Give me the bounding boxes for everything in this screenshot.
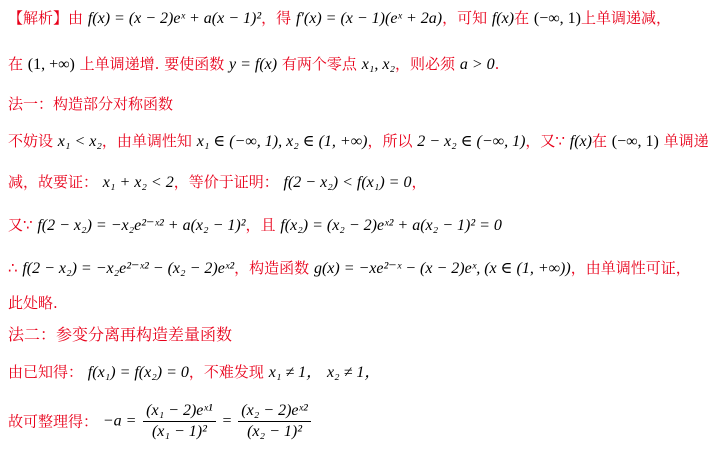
formula: f(2 − x₂) = −x₂e²⁻ˣ² − (x₂ − 2)eˣ² (22, 260, 235, 277)
text: ，构造函数 (234, 259, 310, 277)
text: ，由单调性知 (101, 132, 192, 150)
text: 上单调递增. 要使函数 (79, 55, 225, 73)
text: 又∵ (8, 216, 33, 234)
fraction-numerator: (x₁ − 2)eˣ¹ (143, 402, 216, 422)
formula: f(x) = (x − 2)eˣ + a(x − 1)² (87, 10, 262, 27)
text: ，得 (261, 9, 292, 27)
text: ，由单调性可证， (570, 259, 691, 277)
formula: −a = (102, 412, 137, 430)
text: ，则必须 (395, 55, 456, 73)
text: 在 (591, 132, 607, 150)
formula: (1, +∞) (27, 56, 75, 73)
formula: x₁ ≠ 1， (268, 364, 323, 381)
text: . (494, 55, 500, 73)
formula: x₁ ∈ (−∞, 1), x₂ ∈ (1, +∞) (196, 133, 368, 150)
text: 由 (68, 9, 84, 27)
formula: x₁ < x₂ (57, 133, 102, 150)
formula: x₂ ≠ 1， (326, 364, 381, 381)
formula: (−∞, 1) (533, 10, 581, 27)
fraction-numerator: (x₂ − 2)eˣ² (238, 402, 311, 422)
text: ， (411, 173, 427, 191)
formula: 2 − x₂ ∈ (−∞, 1) (417, 133, 526, 150)
analysis-label: 【解析】 (8, 9, 69, 27)
formula: f(x) (569, 133, 592, 150)
formula: f(x₁) = f(x₂) = 0 (87, 364, 189, 381)
method1-heading: 法一：构造部分对称函数 (8, 95, 174, 113)
method2-heading: 法二：参变分离再构造差量函数 (8, 325, 233, 344)
fraction-1 (143, 402, 216, 441)
fraction-denominator: (x₂ − 1)² (247, 423, 303, 440)
solution-line-7 (8, 258, 691, 279)
solution-line-10 (8, 362, 380, 383)
text: ，不难发现 (188, 363, 264, 381)
formula: x₁, x₂ (361, 56, 396, 73)
formula: f(2 − x₂) < f(x₁) = 0 (283, 174, 412, 191)
text: 在 (514, 9, 530, 27)
text: 不妨设 (8, 132, 54, 150)
solution-line-11 (8, 402, 313, 441)
text: ，等价于证明： (173, 173, 279, 191)
formula: f(x₂) = (x₂ − 2)eˣ² + a(x₂ − 1)² = 0 (280, 217, 502, 234)
text: ，又∵ (525, 132, 565, 150)
formula: f(x) (491, 10, 515, 27)
solution-line-8: 此处略. (8, 294, 58, 312)
formula: f(2 − x₂) = −x₂e²⁻ˣ² + a(x₂ − 1)² (37, 217, 246, 234)
formula: a > 0 (459, 56, 495, 73)
text: ，可知 (442, 9, 488, 27)
text: ，所以 (367, 132, 413, 150)
formula: y = f(x) (229, 56, 278, 73)
text: ，且 (245, 216, 276, 234)
text: 由已知得： (8, 363, 84, 381)
text: 减，故要证： (8, 173, 99, 191)
text: 故可整理得： (8, 412, 99, 431)
fraction-2 (238, 402, 311, 441)
solution-line-6 (8, 215, 502, 236)
fraction-denominator: (x₁ − 1)² (151, 423, 207, 440)
formula: (−∞, 1) (611, 133, 659, 150)
text: 在 (8, 55, 24, 73)
formula: x₁ + x₂ < 2 (102, 174, 174, 191)
text: 单调递 (663, 132, 709, 150)
text: 上单调递减， (580, 9, 671, 27)
solution-line-2 (8, 54, 499, 75)
formula: f′(x) = (x − 1)(eˣ + 2a) (295, 10, 443, 27)
formula: g(x) = −xe²⁻ˣ − (x − 2)eˣ, (x ∈ (1, +∞)) (313, 260, 571, 277)
solution-line-4 (8, 131, 709, 152)
solution-line-5 (8, 172, 426, 193)
text: ∴ (8, 259, 18, 277)
solution-line-1 (8, 8, 671, 29)
text: 有两个零点 (281, 55, 357, 73)
equals-sign: = (222, 412, 232, 430)
